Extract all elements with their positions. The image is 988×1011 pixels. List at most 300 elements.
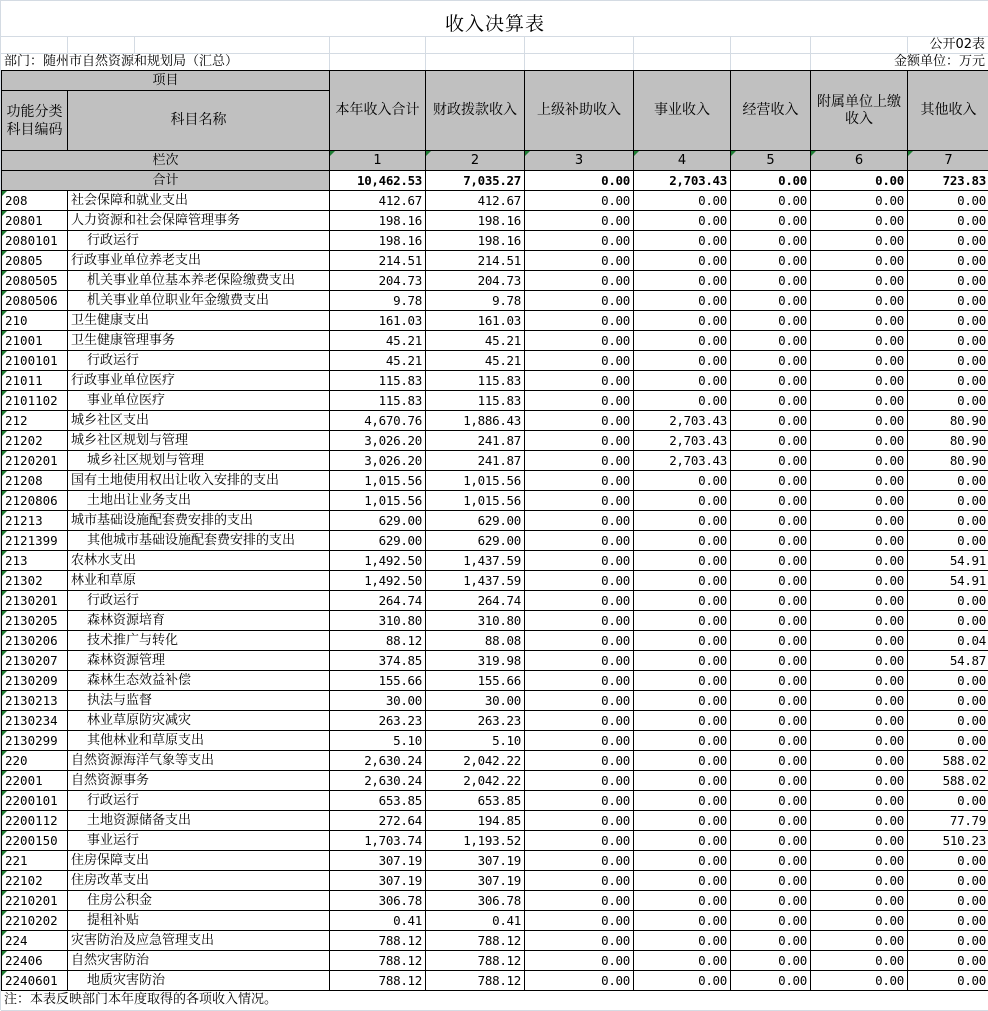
subject-name[interactable]: 国有土地使用权出让收入安排的支出	[68, 471, 330, 491]
subject-code[interactable]: 21302	[2, 571, 68, 591]
amount-cell[interactable]: 0.00	[634, 951, 731, 971]
amount-cell[interactable]: 0.41	[330, 911, 426, 931]
amount-cell[interactable]: 788.12	[426, 971, 525, 991]
subject-name[interactable]: 土地出让业务支出	[68, 491, 330, 511]
amount-cell[interactable]: 0.00	[731, 951, 811, 971]
amount-cell[interactable]: 629.00	[330, 511, 426, 531]
amount-cell[interactable]: 0.00	[525, 331, 634, 351]
subject-code[interactable]: 2080506	[2, 291, 68, 311]
amount-cell[interactable]: 588.02	[908, 751, 988, 771]
subject-code[interactable]: 2130234	[2, 711, 68, 731]
amount-cell[interactable]: 0.00	[908, 691, 988, 711]
subject-name[interactable]: 住房公积金	[68, 891, 330, 911]
subject-code[interactable]: 20801	[2, 211, 68, 231]
subject-name[interactable]: 卫生健康管理事务	[68, 331, 330, 351]
amount-cell[interactable]: 0.00	[634, 271, 731, 291]
amount-cell[interactable]: 0.04	[908, 631, 988, 651]
table-row[interactable]	[2, 771, 988, 791]
amount-cell[interactable]: 0.00	[634, 331, 731, 351]
subject-code[interactable]: 2130205	[2, 611, 68, 631]
amount-cell[interactable]: 0.00	[731, 251, 811, 271]
table-row[interactable]	[2, 291, 988, 311]
table-row[interactable]	[2, 531, 988, 551]
amount-cell[interactable]: 1,886.43	[426, 411, 525, 431]
amount-cell[interactable]: 0.00	[908, 291, 988, 311]
amount-cell[interactable]: 214.51	[426, 251, 525, 271]
amount-cell[interactable]: 0.00	[731, 671, 811, 691]
subject-name[interactable]: 行政运行	[68, 231, 330, 251]
amount-cell[interactable]: 0.00	[811, 611, 908, 631]
amount-cell[interactable]: 788.12	[330, 951, 426, 971]
subject-name[interactable]: 机关事业单位职业年金缴费支出	[68, 291, 330, 311]
amount-cell[interactable]: 0.00	[811, 851, 908, 871]
amount-cell[interactable]: 0.00	[731, 511, 811, 531]
amount-cell[interactable]: 0.00	[525, 531, 634, 551]
subject-code[interactable]: 22406	[2, 951, 68, 971]
amount-cell[interactable]: 0.00	[731, 811, 811, 831]
amount-cell[interactable]: 0.00	[811, 291, 908, 311]
amount-cell[interactable]: 0.00	[908, 971, 988, 991]
amount-cell[interactable]: 0.00	[634, 631, 731, 651]
amount-cell[interactable]: 0.00	[525, 831, 634, 851]
amount-cell[interactable]: 115.83	[426, 371, 525, 391]
amount-cell[interactable]: 0.00	[908, 251, 988, 271]
subject-name[interactable]: 事业运行	[68, 831, 330, 851]
amount-cell[interactable]: 0.00	[634, 811, 731, 831]
table-row[interactable]	[2, 391, 988, 411]
amount-cell[interactable]: 2,042.22	[426, 771, 525, 791]
amount-cell[interactable]: 3,026.20	[330, 431, 426, 451]
amount-cell[interactable]: 0.00	[731, 291, 811, 311]
subject-code[interactable]: 2130213	[2, 691, 68, 711]
amount-cell[interactable]: 653.85	[330, 791, 426, 811]
amount-cell[interactable]: 0.00	[811, 891, 908, 911]
subject-name[interactable]: 自然灾害防治	[68, 951, 330, 971]
amount-cell[interactable]: 0.00	[731, 451, 811, 471]
amount-cell[interactable]: 0.00	[908, 311, 988, 331]
table-row[interactable]	[2, 191, 988, 211]
table-row[interactable]	[2, 411, 988, 431]
table-row[interactable]	[2, 331, 988, 351]
amount-cell[interactable]: 161.03	[426, 311, 525, 331]
subject-name[interactable]: 城乡社区规划与管理	[68, 451, 330, 471]
amount-cell[interactable]: 0.00	[908, 371, 988, 391]
amount-cell[interactable]: 0.00	[811, 691, 908, 711]
amount-cell[interactable]: 0.00	[525, 871, 634, 891]
amount-cell[interactable]: 0.00	[731, 471, 811, 491]
subject-name[interactable]: 提租补贴	[68, 911, 330, 931]
amount-cell[interactable]: 0.00	[634, 571, 731, 591]
amount-cell[interactable]: 0.00	[908, 491, 988, 511]
subject-code[interactable]: 21001	[2, 331, 68, 351]
amount-cell[interactable]: 306.78	[330, 891, 426, 911]
amount-cell[interactable]: 0.00	[731, 431, 811, 451]
amount-cell[interactable]: 788.12	[426, 951, 525, 971]
subject-code[interactable]: 2200150	[2, 831, 68, 851]
table-row[interactable]	[2, 611, 988, 631]
amount-cell[interactable]: 307.19	[330, 871, 426, 891]
amount-cell[interactable]: 0.00	[811, 351, 908, 371]
amount-cell[interactable]: 0.00	[525, 631, 634, 651]
subject-code[interactable]: 22102	[2, 871, 68, 891]
subject-code[interactable]: 2210202	[2, 911, 68, 931]
subject-code[interactable]: 20805	[2, 251, 68, 271]
subject-code[interactable]: 2130207	[2, 651, 68, 671]
amount-cell[interactable]: 0.00	[634, 231, 731, 251]
amount-cell[interactable]: 1,437.59	[426, 571, 525, 591]
amount-cell[interactable]: 0.00	[811, 551, 908, 571]
amount-cell[interactable]: 80.90	[908, 411, 988, 431]
amount-cell[interactable]: 2,703.43	[634, 431, 731, 451]
table-row[interactable]	[2, 551, 988, 571]
amount-cell[interactable]: 0.00	[731, 411, 811, 431]
amount-cell[interactable]: 5.10	[426, 731, 525, 751]
amount-cell[interactable]: 0.00	[525, 291, 634, 311]
amount-cell[interactable]: 1,015.56	[426, 471, 525, 491]
subject-name[interactable]: 机关事业单位基本养老保险缴费支出	[68, 271, 330, 291]
amount-cell[interactable]: 0.00	[634, 251, 731, 271]
amount-cell[interactable]: 0.41	[426, 911, 525, 931]
amount-cell[interactable]: 198.16	[426, 231, 525, 251]
table-row[interactable]	[2, 471, 988, 491]
subject-name[interactable]: 行政运行	[68, 791, 330, 811]
amount-cell[interactable]: 0.00	[908, 591, 988, 611]
amount-cell[interactable]: 0.00	[811, 491, 908, 511]
amount-cell[interactable]: 0.00	[811, 311, 908, 331]
table-row[interactable]	[2, 711, 988, 731]
subject-code[interactable]: 212	[2, 411, 68, 431]
amount-cell[interactable]: 0.00	[811, 371, 908, 391]
amount-cell[interactable]: 0.00	[811, 211, 908, 231]
subject-name[interactable]: 城市基础设施配套费安排的支出	[68, 511, 330, 531]
amount-cell[interactable]: 0.00	[525, 571, 634, 591]
subject-code[interactable]: 213	[2, 551, 68, 571]
amount-cell[interactable]: 0.00	[908, 231, 988, 251]
table-row[interactable]	[2, 871, 988, 891]
subject-code[interactable]: 2120806	[2, 491, 68, 511]
amount-cell[interactable]: 198.16	[330, 211, 426, 231]
amount-cell[interactable]: 0.00	[634, 391, 731, 411]
amount-cell[interactable]: 45.21	[426, 331, 525, 351]
subject-name[interactable]: 行政事业单位医疗	[68, 371, 330, 391]
table-row[interactable]	[2, 911, 988, 931]
amount-cell[interactable]: 0.00	[731, 491, 811, 511]
amount-cell[interactable]: 0.00	[908, 951, 988, 971]
amount-cell[interactable]: 161.03	[330, 311, 426, 331]
amount-cell[interactable]: 0.00	[525, 711, 634, 731]
amount-cell[interactable]: 0.00	[634, 191, 731, 211]
subject-name[interactable]: 行政运行	[68, 591, 330, 611]
amount-cell[interactable]: 0.00	[731, 611, 811, 631]
amount-cell[interactable]: 0.00	[525, 751, 634, 771]
amount-cell[interactable]: 9.78	[330, 291, 426, 311]
amount-cell[interactable]: 0.00	[811, 671, 908, 691]
amount-cell[interactable]: 307.19	[426, 851, 525, 871]
amount-cell[interactable]: 0.00	[731, 791, 811, 811]
amount-cell[interactable]: 2,630.24	[330, 751, 426, 771]
amount-cell[interactable]: 0.00	[908, 891, 988, 911]
amount-cell[interactable]: 0.00	[811, 711, 908, 731]
amount-cell[interactable]: 0.00	[811, 871, 908, 891]
table-row[interactable]	[2, 451, 988, 471]
amount-cell[interactable]: 2,630.24	[330, 771, 426, 791]
amount-cell[interactable]: 0.00	[525, 611, 634, 631]
amount-cell[interactable]: 0.00	[731, 771, 811, 791]
amount-cell[interactable]: 214.51	[330, 251, 426, 271]
amount-cell[interactable]: 0.00	[811, 951, 908, 971]
amount-cell[interactable]: 0.00	[634, 651, 731, 671]
subject-name[interactable]: 自然资源事务	[68, 771, 330, 791]
amount-cell[interactable]: 0.00	[811, 751, 908, 771]
amount-cell[interactable]: 0.00	[908, 931, 988, 951]
amount-cell[interactable]: 0.00	[731, 591, 811, 611]
subject-code[interactable]: 208	[2, 191, 68, 211]
amount-cell[interactable]: 0.00	[634, 751, 731, 771]
subject-name[interactable]: 行政运行	[68, 351, 330, 371]
amount-cell[interactable]: 0.00	[908, 671, 988, 691]
subject-name[interactable]: 住房改革支出	[68, 871, 330, 891]
subject-name[interactable]: 土地资源储备支出	[68, 811, 330, 831]
amount-cell[interactable]: 0.00	[731, 311, 811, 331]
amount-cell[interactable]: 0.00	[634, 591, 731, 611]
table-row[interactable]	[2, 371, 988, 391]
amount-cell[interactable]: 0.00	[811, 771, 908, 791]
amount-cell[interactable]: 0.00	[811, 531, 908, 551]
amount-cell[interactable]: 0.00	[908, 211, 988, 231]
amount-cell[interactable]: 0.00	[634, 911, 731, 931]
subject-name[interactable]: 其他城市基础设施配套费安排的支出	[68, 531, 330, 551]
amount-cell[interactable]: 1,015.56	[330, 471, 426, 491]
subject-name[interactable]: 森林资源培育	[68, 611, 330, 631]
amount-cell[interactable]: 0.00	[525, 231, 634, 251]
amount-cell[interactable]: 629.00	[330, 531, 426, 551]
subject-code[interactable]: 2200101	[2, 791, 68, 811]
table-row[interactable]	[2, 351, 988, 371]
subject-code[interactable]: 2130201	[2, 591, 68, 611]
amount-cell[interactable]: 0.00	[811, 931, 908, 951]
subject-code[interactable]: 2120201	[2, 451, 68, 471]
amount-cell[interactable]: 0.00	[908, 791, 988, 811]
amount-cell[interactable]: 2,703.43	[634, 451, 731, 471]
table-row[interactable]	[2, 591, 988, 611]
amount-cell[interactable]: 5.10	[330, 731, 426, 751]
amount-cell[interactable]: 0.00	[634, 471, 731, 491]
subject-code[interactable]: 21202	[2, 431, 68, 451]
subject-name[interactable]: 其他林业和草原支出	[68, 731, 330, 751]
subject-code[interactable]: 224	[2, 931, 68, 951]
amount-cell[interactable]: 0.00	[525, 931, 634, 951]
amount-cell[interactable]: 115.83	[426, 391, 525, 411]
table-row[interactable]	[2, 831, 988, 851]
amount-cell[interactable]: 0.00	[634, 831, 731, 851]
amount-cell[interactable]: 0.00	[525, 471, 634, 491]
amount-cell[interactable]: 77.79	[908, 811, 988, 831]
amount-cell[interactable]: 0.00	[634, 871, 731, 891]
amount-cell[interactable]: 2,703.43	[634, 411, 731, 431]
amount-cell[interactable]: 374.85	[330, 651, 426, 671]
subject-name[interactable]: 灾害防治及应急管理支出	[68, 931, 330, 951]
amount-cell[interactable]: 310.80	[330, 611, 426, 631]
table-row[interactable]	[2, 751, 988, 771]
amount-cell[interactable]: 0.00	[634, 491, 731, 511]
amount-cell[interactable]: 0.00	[811, 811, 908, 831]
amount-cell[interactable]: 412.67	[426, 191, 525, 211]
amount-cell[interactable]: 0.00	[908, 851, 988, 871]
amount-cell[interactable]: 194.85	[426, 811, 525, 831]
amount-cell[interactable]: 45.21	[330, 331, 426, 351]
amount-cell[interactable]: 80.90	[908, 431, 988, 451]
amount-cell[interactable]: 0.00	[908, 331, 988, 351]
subject-code[interactable]: 2080505	[2, 271, 68, 291]
amount-cell[interactable]: 263.23	[330, 711, 426, 731]
subject-code[interactable]: 2121399	[2, 531, 68, 551]
amount-cell[interactable]: 0.00	[811, 251, 908, 271]
amount-cell[interactable]: 0.00	[731, 191, 811, 211]
amount-cell[interactable]: 0.00	[634, 771, 731, 791]
amount-cell[interactable]: 0.00	[811, 511, 908, 531]
amount-cell[interactable]: 0.00	[811, 451, 908, 471]
table-row[interactable]	[2, 431, 988, 451]
amount-cell[interactable]: 653.85	[426, 791, 525, 811]
amount-cell[interactable]: 0.00	[731, 971, 811, 991]
amount-cell[interactable]: 115.83	[330, 391, 426, 411]
amount-cell[interactable]: 310.80	[426, 611, 525, 631]
subject-name[interactable]: 技术推广与转化	[68, 631, 330, 651]
amount-cell[interactable]: 0.00	[731, 391, 811, 411]
subject-code[interactable]: 2100101	[2, 351, 68, 371]
amount-cell[interactable]: 1,437.59	[426, 551, 525, 571]
subject-name[interactable]: 地质灾害防治	[68, 971, 330, 991]
amount-cell[interactable]: 1,015.56	[426, 491, 525, 511]
table-row[interactable]	[2, 791, 988, 811]
subject-code[interactable]: 210	[2, 311, 68, 331]
subject-name[interactable]: 事业单位医疗	[68, 391, 330, 411]
amount-cell[interactable]: 0.00	[634, 671, 731, 691]
amount-cell[interactable]: 88.08	[426, 631, 525, 651]
amount-cell[interactable]: 0.00	[811, 971, 908, 991]
amount-cell[interactable]: 0.00	[731, 851, 811, 871]
amount-cell[interactable]: 788.12	[330, 931, 426, 951]
amount-cell[interactable]: 155.66	[330, 671, 426, 691]
amount-cell[interactable]: 0.00	[908, 471, 988, 491]
amount-cell[interactable]: 0.00	[525, 791, 634, 811]
subject-code[interactable]: 21011	[2, 371, 68, 391]
amount-cell[interactable]: 0.00	[634, 731, 731, 751]
subject-code[interactable]: 2130206	[2, 631, 68, 651]
amount-cell[interactable]: 0.00	[731, 911, 811, 931]
amount-cell[interactable]: 0.00	[731, 531, 811, 551]
subject-code[interactable]: 220	[2, 751, 68, 771]
subject-code[interactable]: 2240601	[2, 971, 68, 991]
amount-cell[interactable]: 0.00	[525, 671, 634, 691]
amount-cell[interactable]: 0.00	[908, 611, 988, 631]
amount-cell[interactable]: 0.00	[731, 371, 811, 391]
amount-cell[interactable]: 54.91	[908, 571, 988, 591]
amount-cell[interactable]: 54.91	[908, 551, 988, 571]
table-row[interactable]	[2, 931, 988, 951]
amount-cell[interactable]: 0.00	[634, 691, 731, 711]
amount-cell[interactable]: 0.00	[525, 431, 634, 451]
table-row[interactable]	[2, 231, 988, 251]
table-row[interactable]	[2, 731, 988, 751]
amount-cell[interactable]: 0.00	[634, 791, 731, 811]
subject-name[interactable]: 城乡社区支出	[68, 411, 330, 431]
subject-name[interactable]: 行政事业单位养老支出	[68, 251, 330, 271]
amount-cell[interactable]: 0.00	[811, 911, 908, 931]
subject-name[interactable]: 林业草原防灾减灾	[68, 711, 330, 731]
amount-cell[interactable]: 0.00	[731, 271, 811, 291]
amount-cell[interactable]: 45.21	[426, 351, 525, 371]
amount-cell[interactable]: 0.00	[908, 531, 988, 551]
subject-name[interactable]: 森林生态效益补偿	[68, 671, 330, 691]
amount-cell[interactable]: 0.00	[811, 411, 908, 431]
amount-cell[interactable]: 307.19	[426, 871, 525, 891]
table-row[interactable]	[2, 651, 988, 671]
amount-cell[interactable]: 0.00	[731, 331, 811, 351]
amount-cell[interactable]: 0.00	[525, 951, 634, 971]
amount-cell[interactable]: 0.00	[811, 431, 908, 451]
amount-cell[interactable]: 272.64	[330, 811, 426, 831]
amount-cell[interactable]: 0.00	[525, 491, 634, 511]
amount-cell[interactable]: 0.00	[634, 291, 731, 311]
amount-cell[interactable]: 0.00	[731, 211, 811, 231]
amount-cell[interactable]: 0.00	[634, 931, 731, 951]
amount-cell[interactable]: 0.00	[525, 511, 634, 531]
amount-cell[interactable]: 0.00	[634, 351, 731, 371]
subject-code[interactable]: 2130209	[2, 671, 68, 691]
amount-cell[interactable]: 1,492.50	[330, 551, 426, 571]
amount-cell[interactable]: 0.00	[908, 391, 988, 411]
amount-cell[interactable]: 0.00	[811, 591, 908, 611]
amount-cell[interactable]: 0.00	[634, 551, 731, 571]
table-row[interactable]	[2, 971, 988, 991]
subject-name[interactable]: 人力资源和社会保障管理事务	[68, 211, 330, 231]
subject-code[interactable]: 21213	[2, 511, 68, 531]
amount-cell[interactable]: 0.00	[634, 371, 731, 391]
subject-code[interactable]: 2101102	[2, 391, 68, 411]
amount-cell[interactable]: 80.90	[908, 451, 988, 471]
amount-cell[interactable]: 0.00	[634, 211, 731, 231]
amount-cell[interactable]: 0.00	[811, 731, 908, 751]
amount-cell[interactable]: 0.00	[525, 811, 634, 831]
table-row[interactable]	[2, 631, 988, 651]
amount-cell[interactable]: 588.02	[908, 771, 988, 791]
amount-cell[interactable]: 155.66	[426, 671, 525, 691]
amount-cell[interactable]: 30.00	[330, 691, 426, 711]
amount-cell[interactable]: 0.00	[731, 831, 811, 851]
amount-cell[interactable]: 0.00	[634, 311, 731, 331]
amount-cell[interactable]: 2,042.22	[426, 751, 525, 771]
amount-cell[interactable]: 0.00	[908, 351, 988, 371]
subject-name[interactable]: 城乡社区规划与管理	[68, 431, 330, 451]
amount-cell[interactable]: 0.00	[634, 891, 731, 911]
amount-cell[interactable]: 0.00	[525, 891, 634, 911]
subject-name[interactable]: 自然资源海洋气象等支出	[68, 751, 330, 771]
amount-cell[interactable]: 0.00	[811, 631, 908, 651]
amount-cell[interactable]: 1,492.50	[330, 571, 426, 591]
amount-cell[interactable]: 0.00	[811, 651, 908, 671]
amount-cell[interactable]: 0.00	[634, 851, 731, 871]
subject-name[interactable]: 农林水支出	[68, 551, 330, 571]
amount-cell[interactable]: 0.00	[731, 571, 811, 591]
amount-cell[interactable]: 0.00	[811, 391, 908, 411]
table-row[interactable]	[2, 271, 988, 291]
amount-cell[interactable]: 0.00	[811, 271, 908, 291]
amount-cell[interactable]: 0.00	[731, 351, 811, 371]
amount-cell[interactable]: 4,670.76	[330, 411, 426, 431]
amount-cell[interactable]: 0.00	[525, 211, 634, 231]
amount-cell[interactable]: 198.16	[330, 231, 426, 251]
